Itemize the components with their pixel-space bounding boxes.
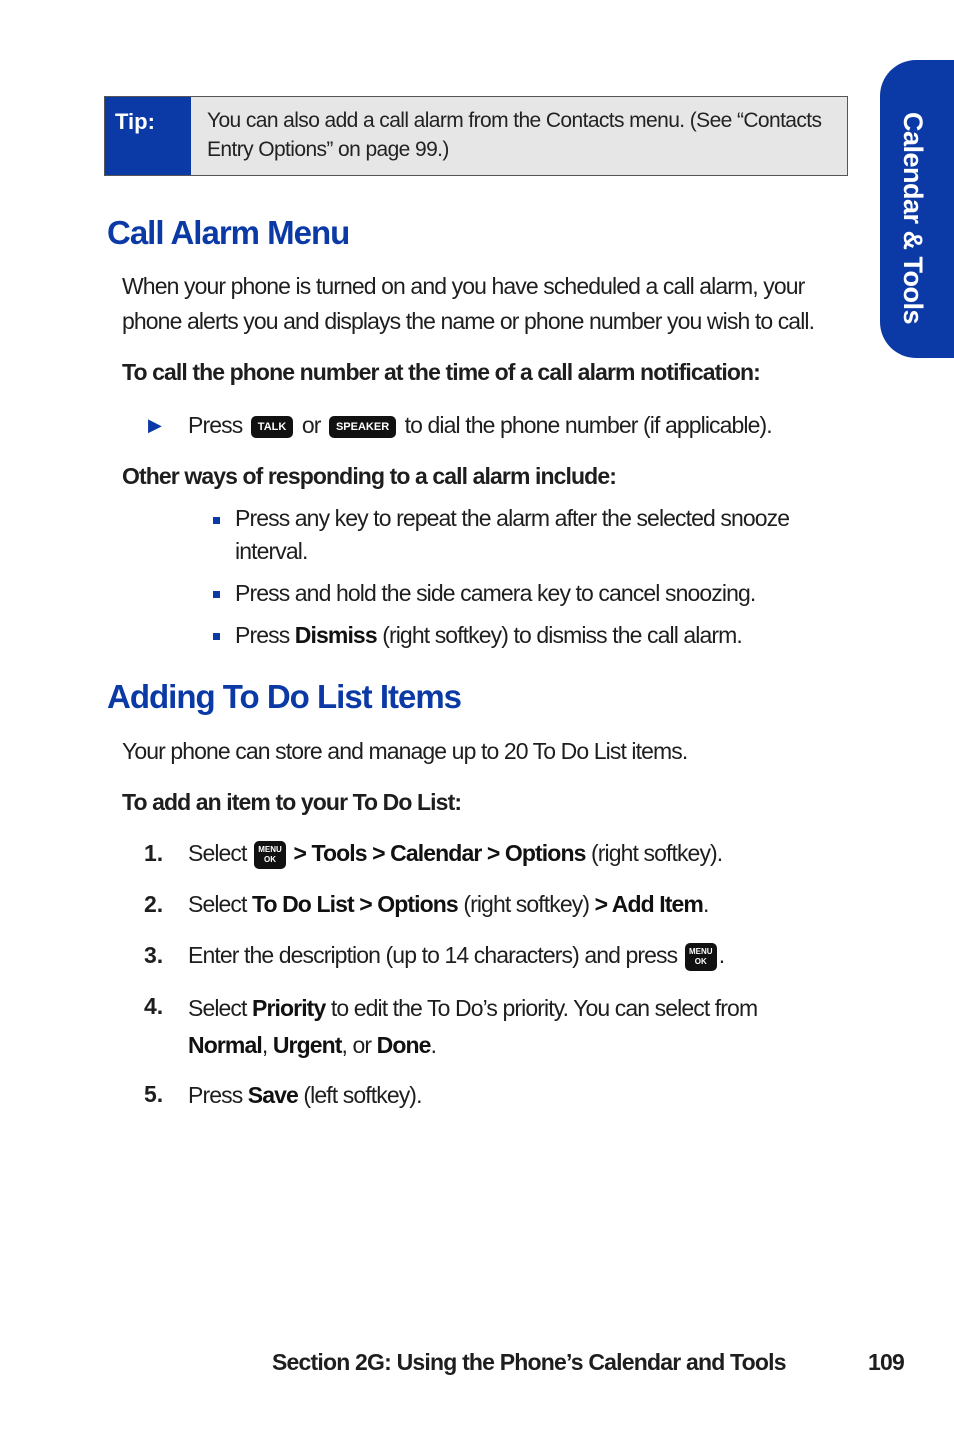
call-alarm-heading: Call Alarm Menu	[107, 214, 350, 251]
press-step-rest: to dial the phone number (if applicable).	[404, 412, 772, 438]
step-number: 1.	[144, 840, 164, 866]
tip-label: Tip:	[105, 97, 191, 175]
square-bullet-icon	[213, 517, 220, 524]
step-number: 2.	[144, 891, 164, 917]
todo-intro: Your phone can store and manage up to 20 To Do List items.	[122, 738, 688, 764]
step-number: 3.	[144, 942, 164, 968]
tip-box	[104, 96, 848, 176]
step-5: Press Save (left softkey).	[188, 1082, 422, 1108]
step-number: 4.	[144, 993, 164, 1019]
square-bullet-icon	[213, 633, 220, 640]
menu-ok-key-icon: MENU OK	[685, 943, 717, 971]
step-3: Enter the description (up to 14 characters) and press MENU OK .	[188, 938, 838, 973]
footer-section-title: Section 2G: Using the Phone’s Calendar and Tools	[272, 1349, 786, 1375]
or-word: or	[301, 412, 321, 438]
bullet-item-dismiss: Press Dismiss (right softkey) to dismiss the call alarm.	[235, 622, 742, 648]
todo-heading: Adding To Do List Items	[107, 678, 462, 715]
todo-lead: To add an item to your To Do List:	[122, 789, 462, 815]
page-number: 109	[868, 1349, 904, 1375]
press-talk-step	[188, 408, 838, 443]
tip-text: You can also add a call alarm from the Contacts menu. (See “Contacts Entry Options” on page 99.)	[191, 97, 847, 175]
step-2: Select To Do List > Options (right softkey) > Add Item.	[188, 891, 709, 917]
menu-ok-key-icon: MENU OK	[254, 841, 286, 869]
call-alarm-call-lead: To call the phone number at the time of a call alarm notification:	[122, 359, 760, 385]
bullet-item: Press and hold the side camera key to cancel snoozing.	[235, 580, 756, 606]
step-number: 5.	[144, 1081, 164, 1107]
step-4: Select Priority to edit the To Do’s priority. You can select from Normal, Urgent, or Done.	[188, 995, 758, 1058]
section-side-tab	[880, 60, 954, 358]
arrow-bullet-icon: ▶	[148, 415, 162, 435]
speaker-key-icon: SPEAKER	[329, 416, 396, 438]
square-bullet-icon	[213, 591, 220, 598]
talk-key-icon: TALK	[251, 416, 294, 438]
press-word: Press	[188, 412, 243, 438]
dismiss-label: Dismiss	[294, 622, 377, 648]
side-tab-label: Calendar & Tools	[898, 112, 928, 325]
call-alarm-intro: When your phone is turned on and you have scheduled a call alarm, your phone alerts you and displays the name or phone number you wish to call.	[122, 273, 815, 334]
bullet-item: Press any key to repeat the alarm after the selected snooze interval.	[235, 505, 790, 564]
call-alarm-other-lead: Other ways of responding to a call alarm include:	[122, 463, 616, 489]
step-1: Select MENU OK > Tools > Calendar > Options (right softkey).	[188, 836, 838, 871]
